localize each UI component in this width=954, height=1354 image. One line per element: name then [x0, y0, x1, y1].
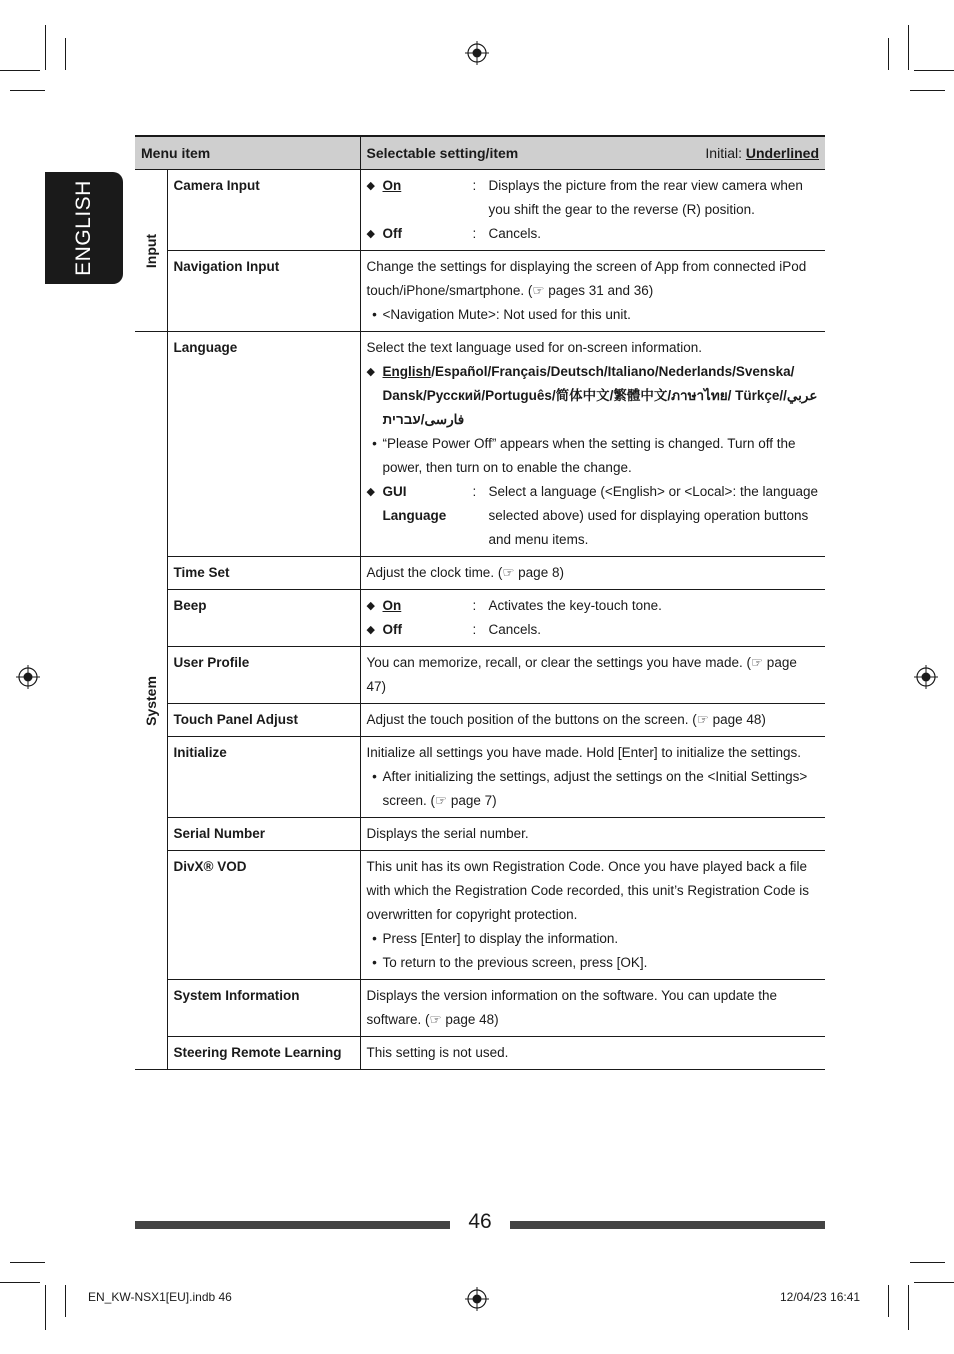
option-name: On	[382, 598, 402, 613]
table-row	[135, 332, 825, 557]
header-initial-value: Underlined	[745, 145, 819, 161]
crop-mark	[0, 1282, 40, 1283]
item-navigation-input: Navigation Input	[167, 251, 360, 332]
table-row	[135, 737, 825, 818]
desc-language: Select the text language used for on-screen information. ◆ English/Español/Français/Deutsch/Italiano/Nederlands/Svenska/ Dansk/Русский/Português/简体中文/繁體中文/ภาษาไทย/ Türkçe/عربي/فارسی/עברית • “Please Power Off” appears when the setting is changed. Turn off the power, then turn on to enable the change. ◆ GUI Language : Select a language (<English> or <Local>: the language selected above) used for displaying operation buttons and menu items.	[360, 332, 825, 557]
header-initial	[705, 141, 819, 165]
desc-text: Initialize all settings you have made. Hold [Enter] to initialize the settings.	[366, 745, 801, 760]
table-row	[135, 251, 825, 332]
item-time-set: Time Set	[167, 557, 360, 590]
bullet-text: Press [Enter] to display the information.	[382, 931, 619, 946]
option-text: Cancels.	[488, 226, 542, 241]
header-menu-item: Menu item	[135, 136, 360, 170]
option-text: Cancels.	[488, 622, 542, 637]
language-default: English	[382, 364, 432, 379]
option-name: On	[382, 178, 402, 193]
print-slug-date: 12/04/23 16:41	[780, 1290, 861, 1304]
diamond-bullet-icon: ◆	[366, 366, 375, 378]
desc-serial-number: Displays the serial number.	[360, 818, 825, 851]
item-serial-number: Serial Number	[167, 818, 360, 851]
item-system-information: System Information	[167, 980, 360, 1037]
table-row	[135, 557, 825, 590]
crop-mark	[910, 90, 945, 91]
crop-mark	[888, 1285, 889, 1317]
desc-camera-input	[360, 170, 825, 251]
language-list	[367, 360, 819, 432]
table-row	[135, 170, 825, 251]
table-row	[135, 851, 825, 980]
crop-mark	[914, 70, 954, 71]
desc-text: Select the text language used for on-screen information.	[366, 340, 702, 355]
crop-mark	[10, 1262, 45, 1263]
side-tab-label: ENGLISH	[72, 180, 95, 276]
footer-bar-left	[135, 1221, 450, 1229]
option-text: Activates the key-touch tone.	[488, 598, 662, 613]
group-label-input: Input	[142, 233, 159, 268]
desc-divx-vod: This unit has its own Registration Code. Once you have played back a file with which the Registration Code recorded, this unit’s Registration Code is overwritten for copyright protection. • Press [Enter] to display the information. • To return to the previous screen, press [OK].	[360, 851, 825, 980]
group-system	[135, 332, 167, 1070]
crop-mark	[45, 25, 46, 70]
option-name: Off	[382, 226, 403, 241]
bullet-text: To return to the previous screen, press [OK].	[382, 955, 648, 970]
option-off: ◆ Off : Cancels.	[367, 618, 819, 642]
registration-mark-icon	[465, 41, 489, 65]
desc-beep	[360, 590, 825, 647]
crop-mark	[65, 38, 66, 70]
language-side-tab	[45, 172, 123, 284]
desc-user-profile: You can memorize, recall, or clear the settings you have made. (☞ page 47)	[360, 647, 825, 704]
print-slug-file: EN_KW-NSX1[EU].indb 46	[88, 1290, 232, 1304]
diamond-bullet-icon: ◆	[366, 228, 375, 240]
table-row	[135, 590, 825, 647]
group-label-system: System	[142, 675, 159, 726]
item-divx-vod: DivX® VOD	[167, 851, 360, 980]
crop-mark	[888, 38, 889, 70]
language-others: /Español/Français/Deutsch/Italiano/Nederlands/Svenska/ Dansk/Русский/Português/简体中文/繁體中文/ภาษาไทย/ Türkçe/عربي/فارسی/עברית	[382, 364, 818, 427]
desc-system-information: Displays the version information on the software. You can update the software. (☞ page 48)	[360, 980, 825, 1037]
option-on: ◆ On : Displays the picture from the rear view camera when you shift the gear to the reverse (R) position.	[367, 174, 819, 222]
option-on: ◆ On : Activates the key-touch tone.	[367, 594, 819, 618]
diamond-bullet-icon: ◆	[366, 600, 375, 612]
group-input	[135, 170, 167, 332]
item-initialize: Initialize	[167, 737, 360, 818]
item-language: Language	[167, 332, 360, 557]
desc-touch-panel-adjust: Adjust the touch position of the buttons on the screen. (☞ page 48)	[360, 704, 825, 737]
table-row	[135, 980, 825, 1037]
table-row	[135, 1037, 825, 1070]
registration-mark-icon	[914, 665, 938, 689]
item-touch-panel-adjust: Touch Panel Adjust	[167, 704, 360, 737]
footer-bar-right	[510, 1221, 825, 1229]
table-row	[135, 818, 825, 851]
item-camera-input: Camera Input	[167, 170, 360, 251]
bullet-text: After initializing the settings, adjust the settings on the <Initial Settings> screen. (☞ page 7)	[382, 769, 808, 808]
option-name: GUI Language	[382, 484, 447, 523]
desc-initialize: Initialize all settings you have made. Hold [Enter] to initialize the settings. • After initializing the settings, adjust the settings on the <Initial Settings> screen. (☞ page 7)	[360, 737, 825, 818]
bullet-text: “Please Power Off” appears when the setting is changed. Turn off the power, then turn on to enable the change.	[382, 436, 796, 475]
item-beep: Beep	[167, 590, 360, 647]
desc-text: Change the settings for displaying the screen of App from connected iPod touch/iPhone/smartphone. (☞ pages 31 and 36)	[366, 259, 807, 298]
header-selectable-label: Selectable setting/item	[366, 145, 519, 161]
page-number: 46	[468, 1210, 492, 1233]
crop-mark	[10, 90, 45, 91]
crop-mark	[0, 70, 40, 71]
table-row	[135, 647, 825, 704]
bullet-text: <Navigation Mute>: Not used for this unit.	[382, 307, 631, 322]
desc-navigation-input: Change the settings for displaying the screen of App from connected iPod touch/iPhone/smartphone. (☞ pages 31 and 36) • <Navigation Mute>: Not used for this unit.	[360, 251, 825, 332]
crop-mark	[914, 1282, 954, 1283]
registration-mark-icon	[465, 1287, 489, 1311]
header-initial-label: Initial:	[705, 145, 742, 161]
crop-mark	[45, 1285, 46, 1330]
option-off: ◆ Off : Cancels.	[367, 222, 819, 246]
settings-menu-table	[135, 135, 825, 1070]
crop-mark	[908, 25, 909, 70]
desc-steering-remote-learning: This setting is not used.	[360, 1037, 825, 1070]
header-selectable	[360, 136, 825, 170]
table-header-row	[135, 136, 825, 170]
diamond-bullet-icon: ◆	[366, 624, 375, 636]
option-text: Displays the picture from the rear view camera when you shift the gear to the reverse (R) position.	[488, 178, 803, 217]
crop-mark	[65, 1285, 66, 1317]
diamond-bullet-icon: ◆	[366, 180, 375, 192]
option-name: Off	[382, 622, 403, 637]
registration-mark-icon	[16, 665, 40, 689]
desc-time-set: Adjust the clock time. (☞ page 8)	[360, 557, 825, 590]
table-row	[135, 704, 825, 737]
item-user-profile: User Profile	[167, 647, 360, 704]
option-gui-language: ◆ GUI Language : Select a language (<English> or <Local>: the language selected above) used for displaying operation buttons and menu items.	[367, 480, 819, 552]
item-steering-remote-learning: Steering Remote Learning	[167, 1037, 360, 1070]
option-text: Select a language (<English> or <Local>: the language selected above) used for displaying operation buttons and menu items.	[488, 484, 819, 547]
desc-text: This unit has its own Registration Code. Once you have played back a file with which the Registration Code recorded, this unit’s Registration Code is overwritten for copyright protection.	[366, 859, 809, 922]
crop-mark	[908, 1285, 909, 1330]
diamond-bullet-icon: ◆	[366, 486, 375, 498]
crop-mark	[910, 1262, 945, 1263]
